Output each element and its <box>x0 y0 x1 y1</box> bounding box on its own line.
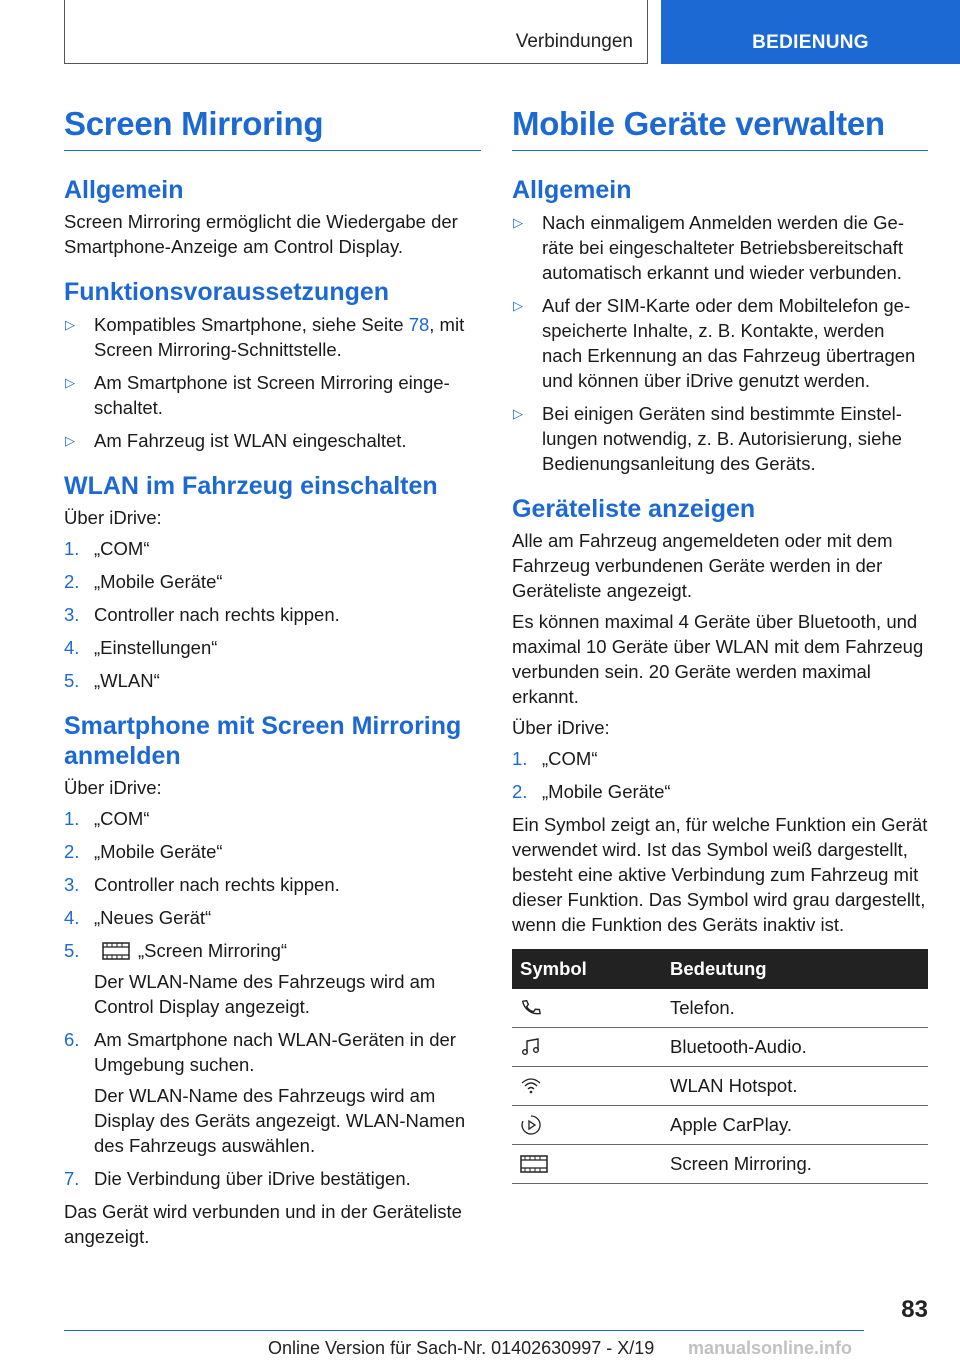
list-item: 5. „WLAN“ <box>64 670 160 691</box>
table-cell-meaning: Bluetooth-Audio. <box>662 1028 928 1067</box>
heading-requirements: Funktionsvoraussetzungen <box>64 278 390 306</box>
triangle-bullet-icon: ▷ <box>513 406 523 421</box>
list-item: ▷ Am Smartphone ist Screen Mirroring eingeschaltet. <box>65 372 450 418</box>
right-column <box>512 100 928 1184</box>
heading-wlan: WLAN im Fahrzeug einschalten <box>64 472 438 500</box>
header-chapter-tab <box>661 0 960 64</box>
register-steps <box>64 806 481 1191</box>
footer-divider <box>64 1330 864 1331</box>
register-intro: Über iDrive: <box>64 777 162 798</box>
heading-device-list: Geräteliste anzeigen <box>512 495 756 523</box>
footer-text: Online Version für Sach-Nr. 01402630997 - X/19 <box>268 1338 655 1358</box>
header-chapter-title: BEDIENUNG <box>752 32 869 53</box>
table-row <box>512 989 928 1028</box>
page-reference-link[interactable]: 78 <box>408 314 430 335</box>
triangle-bullet-icon: ▷ <box>65 433 75 448</box>
heading-general: Allgemein <box>64 176 184 204</box>
list-item: 4. „Neues Gerät“ <box>64 907 212 928</box>
wifi-icon <box>512 1067 662 1106</box>
table-cell-meaning: WLAN Hotspot. <box>662 1067 928 1106</box>
step-note: Der WLAN-Name des Fahrzeugs wird am Control Display angezeigt. <box>94 971 436 1017</box>
table-row <box>512 1145 928 1184</box>
list-item: 2. „Mobile Geräte“ <box>64 571 223 592</box>
section-title-screen-mirroring: Screen Mirroring <box>64 100 481 151</box>
section-title-mobile-devices: Mobile Geräte verwalten <box>512 100 928 151</box>
list-item: 7. Die Verbindung über iDrive bestätigen. <box>64 1168 411 1189</box>
general-text: Screen Mirroring ermöglicht die Wiedergabe der Smartphone-Anzeige am Control Display. <box>64 211 458 257</box>
requirements-list <box>64 312 481 453</box>
list-item: 5. „Screen Mirroring“ Der WLAN-Name des Fahrzeugs wird am Control Display angezeigt. <box>64 938 481 1019</box>
triangle-bullet-icon: ▷ <box>513 298 523 313</box>
list-item: 2. „Mobile Geräte“ <box>512 781 671 802</box>
wlan-steps <box>64 536 481 693</box>
list-item: 4. „Einstellungen“ <box>64 637 218 658</box>
step-note: Der WLAN-Name des Fahrzeugs wird am Display des Geräts angezeigt. WLAN-Namen des Fahrzeugs auswählen. <box>94 1085 466 1156</box>
list-item: 1. „COM“ <box>512 748 598 769</box>
table-row <box>512 1106 928 1145</box>
list-item: ▷ Bei einigen Geräten sind bestimmte Einstellungen notwendig, z. B. Autorisierung, siehe Bedienungsanleitung des Geräts. <box>513 403 902 474</box>
device-list-text-1: Alle am Fahrzeug angemeldeten oder mit dem Fahrzeug verbundenen Geräte werden in der Geräteliste angezeigt. <box>512 530 893 601</box>
table-header-symbol: Symbol <box>512 949 662 989</box>
screen-mirroring-icon <box>102 941 130 959</box>
list-item: 2. „Mobile Geräte“ <box>64 841 223 862</box>
list-item: ▷ Nach einmaligem Anmelden werden die Geräte bei eingeschalteter Betriebsbereitschaft automatisch erkannt und wieder verbunden. <box>513 212 904 283</box>
general-list <box>512 210 928 476</box>
device-list-steps <box>512 746 928 804</box>
list-item: ▷ Auf der SIM-Karte oder dem Mobiltelefon gespeicherte Inhalte, z. B. Kontakte, werden nach Erkennung an das Fahrzeug übertragen und können über iDrive genutzt werden. <box>513 295 916 391</box>
left-column <box>64 100 481 1255</box>
header-section-box <box>64 0 648 64</box>
music-note-icon <box>512 1028 662 1067</box>
symbol-table <box>512 949 928 1184</box>
heading-register: Smartphone mit Screen Mirroring anmelden <box>64 712 462 770</box>
table-row <box>512 1028 928 1067</box>
register-outro: Das Gerät wird verbunden und in der Geräteliste angezeigt. <box>64 1201 462 1247</box>
triangle-bullet-icon: ▷ <box>513 215 523 230</box>
table-cell-meaning: Screen Mirroring. <box>662 1145 928 1184</box>
play-circle-icon <box>512 1106 662 1145</box>
table-header-row <box>512 949 928 989</box>
page-number: 83 <box>901 1296 928 1323</box>
watermark: manualsonline.info <box>688 1338 853 1358</box>
triangle-bullet-icon: ▷ <box>65 375 75 390</box>
table-cell-meaning: Telefon. <box>662 989 928 1028</box>
phone-icon <box>512 989 662 1028</box>
list-item: 3. Controller nach rechts kippen. <box>64 874 340 895</box>
list-item: ▷ Kompatibles Smartphone, siehe Seite 78, mit Screen Mirroring-Schnittstelle. <box>65 314 465 360</box>
screen-mirroring-icon <box>512 1145 662 1184</box>
list-item: 6. Am Smartphone nach WLAN-Geräten in der Umgebung suchen. Der WLAN-Name des Fahrzeugs wird am Display des Geräts angezeigt. WLAN-Namen des Fahrzeugs auswählen. <box>64 1027 481 1158</box>
list-item: 1. „COM“ <box>64 808 150 829</box>
header-section-title: Verbindungen <box>515 31 633 52</box>
triangle-bullet-icon: ▷ <box>65 317 75 332</box>
table-header-meaning: Bedeutung <box>662 949 928 989</box>
list-item: 3. Controller nach rechts kippen. <box>64 604 340 625</box>
heading-general: Allgemein <box>512 176 632 204</box>
list-item: ▷ Am Fahrzeug ist WLAN eingeschaltet. <box>65 430 407 451</box>
table-row <box>512 1067 928 1106</box>
device-list-text-2: Es können maximal 4 Geräte über Bluetooth, und maximal 10 Geräte über WLAN mit dem Fahrzeug verbunden sein. 20 Geräte werden maximal erkannt. <box>512 611 924 707</box>
device-list-text-3: Ein Symbol zeigt an, für welche Funktion ein Gerät verwendet wird. Ist das Symbol weiß dargestellt, besteht eine aktive Verbindung zum Fahrzeug mit dieser Funktion. Das Symbol wird grau dargestellt, wenn die Funktion des Geräts inaktiv ist. <box>512 814 928 935</box>
wlan-intro: Über iDrive: <box>64 507 162 528</box>
table-cell-meaning: Apple CarPlay. <box>662 1106 928 1145</box>
list-item: 1. „COM“ <box>64 538 150 559</box>
device-list-intro: Über iDrive: <box>512 717 610 738</box>
